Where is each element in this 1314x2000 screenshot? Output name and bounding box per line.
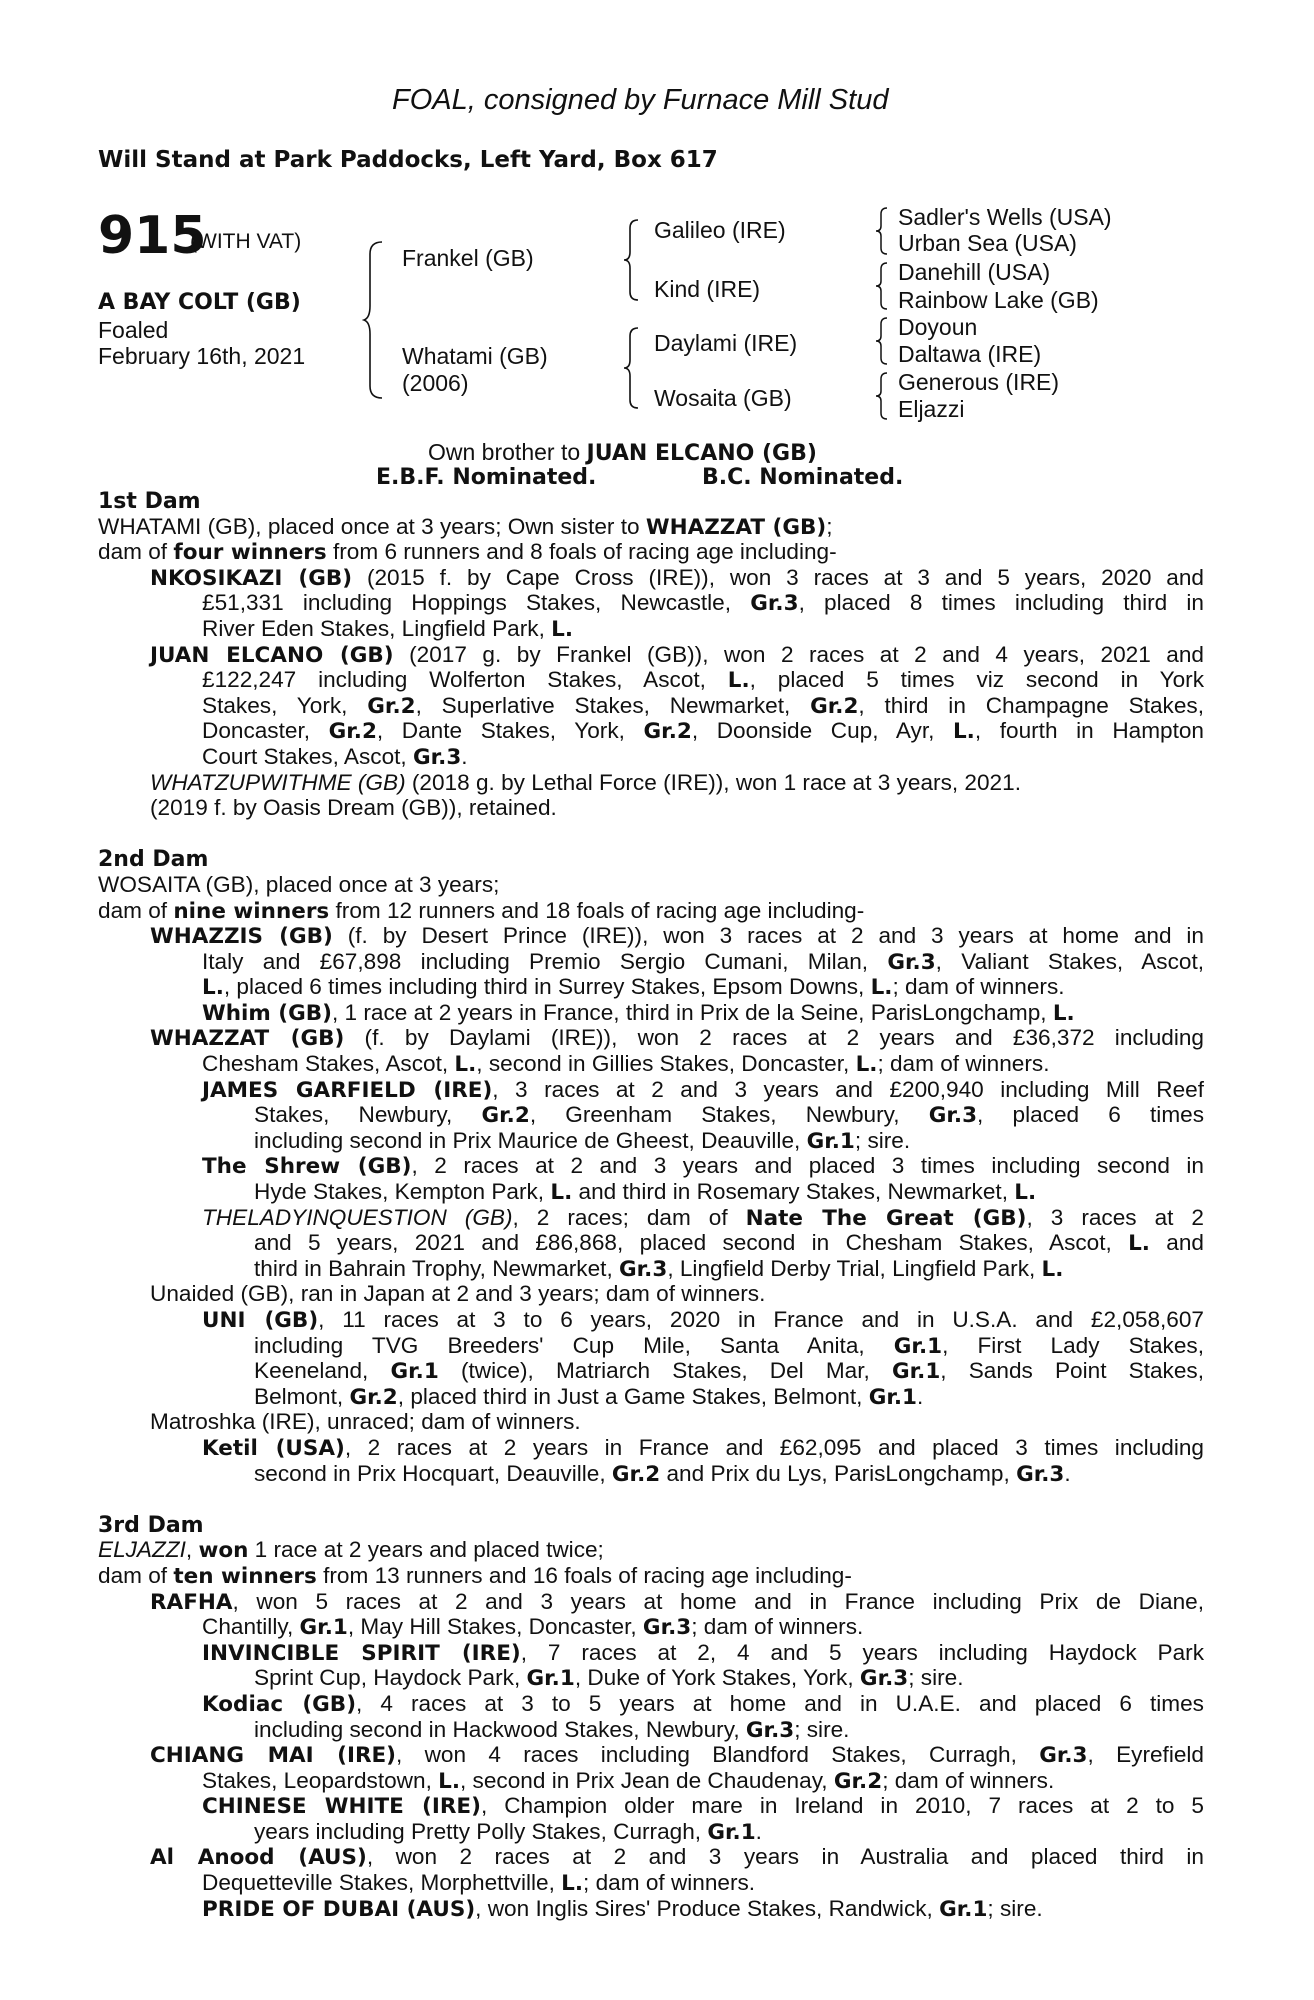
catalogue-line: including TVG Breeders' Cup Mile, Santa Anita, Gr.1, First Lady Stakes, [254, 1332, 1204, 1359]
pedigree-brace-main [362, 240, 386, 400]
pedigree-dam-sire: Daylami (IRE) [654, 330, 798, 356]
pedigree-g2: Urban Sea (USA) [898, 230, 1077, 256]
pedigree-g7: Generous (IRE) [898, 369, 1060, 395]
catalogue-line: Chesham Stakes, Ascot, L., second in Gillies Stakes, Doncaster, L.; dam of winners. [202, 1051, 1050, 1077]
foaled-label: Foaled [98, 317, 169, 343]
catalogue-line: including second in Hackwood Stakes, Newbury, Gr.3; sire. [254, 1716, 850, 1743]
catalogue-line: WHAZZAT (GB) (f. by Daylami (IRE)), won 2 races at 2 years and £36,372 including [150, 1025, 1204, 1052]
catalogue-line: Matroshka (IRE), unraced; dam of winners. [150, 1409, 581, 1435]
catalogue-line: Al Anood (AUS), won 2 races at 2 and 3 years in Australia and placed third in [150, 1844, 1204, 1871]
catalogue-line: WOSAITA (GB), placed once at 3 years; [98, 871, 500, 897]
catalogue-line: Whim (GB), 1 race at 2 years in France, third in Prix de la Seine, ParisLongchamp, L. [202, 999, 1075, 1026]
catalogue-line: 1st Dam [98, 489, 201, 514]
catalogue-line: The Shrew (GB), 2 races at 2 and 3 years and placed 3 times including second in [202, 1153, 1204, 1180]
catalogue-line: dam of nine winners from 12 runners and 18 foals of racing age including- [98, 897, 865, 924]
pedigree-g6: Daltawa (IRE) [898, 341, 1042, 367]
pedigree-brace-g2 [874, 261, 890, 311]
catalogue-line: and 5 years, 2021 and £86,868, placed second in Chesham Stakes, Ascot, L. and [254, 1230, 1204, 1256]
pedigree-brace-sire [622, 218, 642, 302]
pedigree-brace-dam [622, 326, 642, 410]
catalogue-line: £51,331 including Hoppings Stakes, Newcastle, Gr.3, placed 8 times including third in [202, 590, 1204, 616]
pedigree-brace-g4 [874, 371, 890, 421]
catalogue-body [98, 488, 1204, 1921]
catalogue-line: dam of ten winners from 13 runners and 16 foals of racing age including- [98, 1562, 852, 1589]
catalogue-line: L., placed 6 times including third in Surrey Stakes, Epsom Downs, L.; dam of winners. [202, 974, 1065, 1000]
foaled-date: February 16th, 2021 [98, 343, 306, 369]
pedigree-sire: Frankel (GB) [402, 245, 534, 271]
catalogue-line: Belmont, Gr.2, placed third in Just a Game Stakes, Belmont, Gr.1. [254, 1383, 924, 1410]
catalogue-line: Italy and £67,898 including Premio Sergio Cumani, Milan, Gr.3, Valiant Stakes, Ascot, [202, 948, 1204, 975]
pedigree-brace-g1 [874, 206, 890, 256]
pedigree-dam-dam: Wosaita (GB) [654, 385, 792, 411]
pedigree-sire-dam: Kind (IRE) [654, 276, 761, 302]
catalogue-line: UNI (GB), 11 races at 3 to 6 years, 2020 in France and in U.S.A. and £2,058,607 [202, 1307, 1204, 1333]
catalogue-line: Ketil (USA), 2 races at 2 years in France and £62,095 and placed 3 times including [202, 1434, 1204, 1461]
catalogue-line: Stakes, Newbury, Gr.2, Greenham Stakes, Newbury, Gr.3, placed 6 times [254, 1102, 1204, 1128]
catalogue-line: third in Bahrain Trophy, Newmarket, Gr.3, Lingfield Derby Trial, Lingfield Park, L. [254, 1255, 1064, 1282]
catalogue-line: WHATAMI (GB), placed once at 3 years; Own sister to WHAZZAT (GB); [98, 513, 833, 540]
catalogue-line: Court Stakes, Ascot, Gr.3. [202, 743, 468, 770]
catalogue-line: JUAN ELCANO (GB) (2017 g. by Frankel (GB)), won 2 races at 2 and 4 years, 2021 and [150, 641, 1204, 668]
catalogue-line: RAFHA, won 5 races at 2 and 3 years at home and in France including Prix de Diane, [150, 1588, 1204, 1615]
own-brother-prefix: Own brother to [428, 439, 587, 465]
catalogue-line: dam of four winners from 6 runners and 8 foals of racing age including- [98, 539, 837, 565]
catalogue-line: Chantilly, Gr.1, May Hill Stakes, Doncaster, Gr.3; dam of winners. [202, 1614, 864, 1640]
bc-nominated: B.C. Nominated. [702, 465, 904, 490]
catalogue-line: THELADYINQUESTION (GB), 2 races; dam of Nate The Great (GB), 3 races at 2 [202, 1204, 1204, 1231]
catalogue-line: JAMES GARFIELD (IRE), 3 races at 2 and 3 years and £200,940 including Mill Reef [202, 1076, 1204, 1103]
pedigree-g5: Doyoun [898, 314, 978, 340]
catalogue-line: 3rd Dam [98, 1512, 204, 1538]
pedigree-brace-g3 [874, 316, 890, 366]
catalogue-line: Hyde Stakes, Kempton Park, L. and third in Rosemary Stakes, Newmarket, L. [254, 1179, 1037, 1205]
catalogue-line: Dequetteville Stakes, Morphettville, L.; dam of winners. [202, 1870, 756, 1896]
pedigree-g1: Sadler's Wells (USA) [898, 204, 1112, 230]
catalogue-line: £122,247 including Wolferton Stakes, Ascot, L., placed 5 times viz second in York [202, 667, 1204, 693]
catalogue-line: Kodiac (GB), 4 races at 3 to 5 years at home and in U.A.E. and placed 6 times [202, 1690, 1204, 1717]
catalogue-line: ELJAZZI, won 1 race at 2 years and placed twice; [98, 1537, 604, 1563]
pedigree-g4: Rainbow Lake (GB) [898, 287, 1099, 313]
blank-line [98, 1486, 1204, 1512]
catalogue-line: Doncaster, Gr.2, Dante Stakes, York, Gr.2, Doonside Cup, Ayr, L., fourth in Hampton [202, 718, 1204, 744]
catalogue-line: WHAZZIS (GB) (f. by Desert Prince (IRE)), won 3 races at 2 and 3 years at home and in [150, 923, 1204, 949]
own-brother-line [428, 439, 817, 466]
catalogue-line: years including Pretty Polly Stakes, Curragh, Gr.1. [254, 1818, 762, 1845]
catalogue-line: Stakes, York, Gr.2, Superlative Stakes, Newmarket, Gr.2, third in Champagne Stakes, [202, 692, 1204, 719]
vat-label: (WITH VAT) [190, 230, 302, 253]
catalogue-line: (2019 f. by Oasis Dream (GB)), retained. [150, 795, 557, 821]
blank-line [98, 821, 1204, 847]
ebf-nominated: E.B.F. Nominated. [376, 465, 597, 490]
catalogue-line: including second in Prix Maurice de Gheest, Deauville, Gr.1; sire. [254, 1127, 911, 1154]
catalogue-line: Sprint Cup, Haydock Park, Gr.1, Duke of York Stakes, York, Gr.3; sire. [254, 1665, 964, 1691]
catalogue-line: 2nd Dam [98, 847, 209, 872]
catalogue-line: CHIANG MAI (IRE), won 4 races including Blandford Stakes, Curragh, Gr.3, Eyrefield [150, 1742, 1204, 1768]
catalogue-line: NKOSIKAZI (GB) (2015 f. by Cape Cross (IRE)), won 3 races at 3 and 5 years, 2020 and [150, 564, 1204, 591]
catalogue-line: WHATZUPWITHME (GB) (2018 g. by Lethal Force (IRE)), won 1 race at 3 years, 2021. [150, 769, 1021, 795]
pedigree-g3: Danehill (USA) [898, 259, 1051, 285]
own-brother-name: JUAN ELCANO (GB) [586, 441, 817, 466]
catalogue-line: Unaided (GB), ran in Japan at 2 and 3 years; dam of winners. [150, 1281, 766, 1307]
catalogue-line: Stakes, Leopardstown, L., second in Prix Jean de Chaudenay, Gr.2; dam of winners. [202, 1767, 1055, 1794]
page-title: FOAL, consigned by Furnace Mill Stud [392, 84, 889, 116]
pedigree-g8: Eljazzi [898, 396, 965, 422]
catalogue-line: CHINESE WHITE (IRE), Champion older mare in Ireland in 2010, 7 races at 2 to 5 [202, 1793, 1204, 1819]
lot-number: 915 [98, 206, 207, 266]
lot-description: A BAY COLT (GB) [98, 290, 301, 315]
catalogue-line: PRIDE OF DUBAI (AUS), won Inglis Sires' Produce Stakes, Randwick, Gr.1; sire. [202, 1895, 1043, 1922]
catalogue-line: second in Prix Hocquart, Deauville, Gr.2 and Prix du Lys, ParisLongchamp, Gr.3. [254, 1460, 1071, 1487]
catalogue-line: Keeneland, Gr.1 (twice), Matriarch Stakes, Del Mar, Gr.1, Sands Point Stakes, [254, 1358, 1204, 1384]
pedigree-dam: Whatami (GB) [402, 343, 548, 369]
pedigree-sire-sire: Galileo (IRE) [654, 217, 786, 243]
stand-location: Will Stand at Park Paddocks, Left Yard, Box 617 [98, 147, 718, 173]
catalogue-line: INVINCIBLE SPIRIT (IRE), 7 races at 2, 4 and 5 years including Haydock Park [202, 1639, 1204, 1666]
pedigree-dam-year: (2006) [402, 370, 469, 396]
catalogue-line: River Eden Stakes, Lingfield Park, L. [202, 615, 573, 642]
